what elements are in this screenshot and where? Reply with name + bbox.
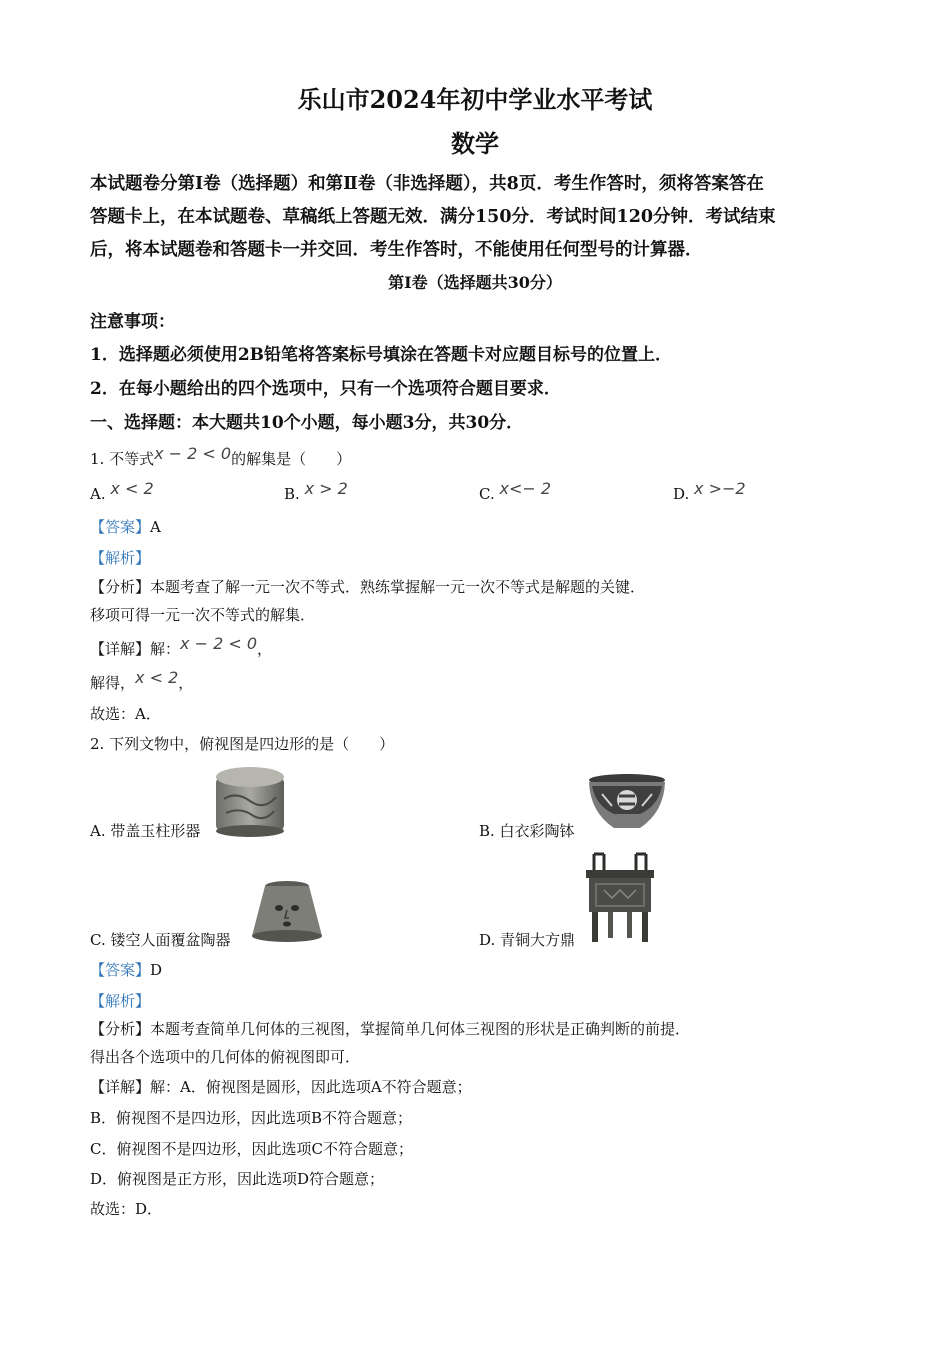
q1-solve-tail: ， xyxy=(178,674,194,692)
q1-option-c xyxy=(479,479,552,503)
q1-detail-tail: ， xyxy=(257,640,273,658)
exam-title: 乐山市2024年初中学业水平考试 xyxy=(297,85,653,114)
q1-fenxi-2: 移项可得一元一次不等式的解集． xyxy=(90,606,316,624)
q2-detail-1: 【详解】解：A．俯视图是圆形，因此选项A不符合题意； xyxy=(90,1078,472,1096)
q2-detail-4: D．俯视图是正方形，因此选项D符合题意； xyxy=(90,1170,385,1188)
q1-option-b xyxy=(284,479,348,503)
q1-stem xyxy=(90,444,352,469)
intro-line-2: 答题卡上，在本试题卷、草稿纸上答题无效．满分150分．考试时间120分钟．考试结束 xyxy=(90,207,776,227)
subject-title: 数学 xyxy=(451,129,499,158)
q1-option-b-math: x > 2 xyxy=(304,479,348,498)
q1-answer-value: A xyxy=(150,518,161,536)
q2-detail-2: B．俯视图不是四边形，因此选项B不符合题意； xyxy=(90,1109,413,1127)
q2-answer xyxy=(90,959,162,980)
q1-detail-text: 【详解】解： xyxy=(90,640,181,658)
q2-option-a: A. 带盖玉柱形器 xyxy=(90,822,201,840)
q1-detail xyxy=(90,634,273,659)
q1-stem-text: 1. 不等式 xyxy=(90,450,155,468)
part-1-heading: 一、选择题：本大题共10个小题，每小题3分，共30分． xyxy=(90,413,524,433)
bronze-ding-image xyxy=(584,850,656,944)
q1-option-c-label: C. xyxy=(479,485,495,503)
intro-line-1: 本试题卷分第Ⅰ卷（选择题）和第Ⅱ卷（非选择题），共8页．考生作答时，须将答案答在 xyxy=(90,174,764,194)
q1-stem-tail: 的解集是（ ） xyxy=(231,450,352,468)
q2-option-c: C. 镂空人面覆盆陶器 xyxy=(90,931,231,949)
q2-answer-tag: 【答案】 xyxy=(90,961,151,979)
note-2: 2．在每小题给出的四个选项中，只有一个选项符合题目要求． xyxy=(90,379,561,399)
q1-stem-math: x − 2 < 0 xyxy=(154,444,232,463)
q1-solve xyxy=(90,668,194,693)
jade-cylinder-image xyxy=(212,763,288,839)
section-1-title: 第Ⅰ卷（选择题共30分） xyxy=(388,273,562,292)
q1-detail-math: x − 2 < 0 xyxy=(180,634,257,653)
q1-option-d-math: x >−2 xyxy=(694,479,746,498)
q2-stem: 2. 下列文物中，俯视图是四边形的是（ ） xyxy=(90,735,395,753)
q2-fenxi-2: 得出各个选项中的几何体的俯视图即可． xyxy=(90,1048,361,1066)
intro-line-3: 后，将本试题卷和答题卡一并交回．考生作答时，不能使用任何型号的计算器． xyxy=(90,240,703,260)
q1-option-a xyxy=(90,479,154,503)
q1-choose: 故选：A． xyxy=(90,705,161,723)
q1-answer xyxy=(90,516,161,537)
q1-option-d xyxy=(673,479,746,503)
q1-option-b-label: B. xyxy=(284,485,300,503)
q1-option-d-label: D. xyxy=(673,485,690,503)
q1-analysis-tag: 【解析】 xyxy=(90,549,151,567)
q2-choose: 故选：D． xyxy=(90,1200,163,1218)
q1-solve-math: x < 2 xyxy=(135,668,179,687)
q2-fenxi: 【分析】本题考查简单几何体的三视图，掌握简单几何体三视图的形状是正确判断的前提． xyxy=(90,1020,691,1038)
q1-answer-tag: 【答案】 xyxy=(90,518,151,536)
face-pottery-image xyxy=(248,878,326,944)
q2-answer-value: D xyxy=(150,961,163,979)
q1-solve-text: 解得， xyxy=(90,674,136,692)
q2-option-b: B. 白衣彩陶钵 xyxy=(479,822,575,840)
notes-heading: 注意事项： xyxy=(90,312,175,332)
q2-analysis-tag: 【解析】 xyxy=(90,992,151,1010)
pottery-bowl-image xyxy=(584,772,670,834)
q1-option-c-math: x<− 2 xyxy=(499,479,552,498)
q1-option-a-math: x < 2 xyxy=(110,479,154,498)
note-1: 1．选择题必须使用2B铅笔将答案标号填涂在答题卡对应题目标号的位置上． xyxy=(90,345,673,365)
q2-detail-3: C．俯视图不是四边形，因此选项C不符合题意； xyxy=(90,1140,413,1158)
q1-option-a-label: A. xyxy=(90,485,106,503)
q2-option-d: D. 青铜大方鼎 xyxy=(479,931,576,949)
q1-fenxi: 【分析】本题考查了解一元一次不等式．熟练掌握解一元一次不等式是解题的关键． xyxy=(90,578,646,596)
